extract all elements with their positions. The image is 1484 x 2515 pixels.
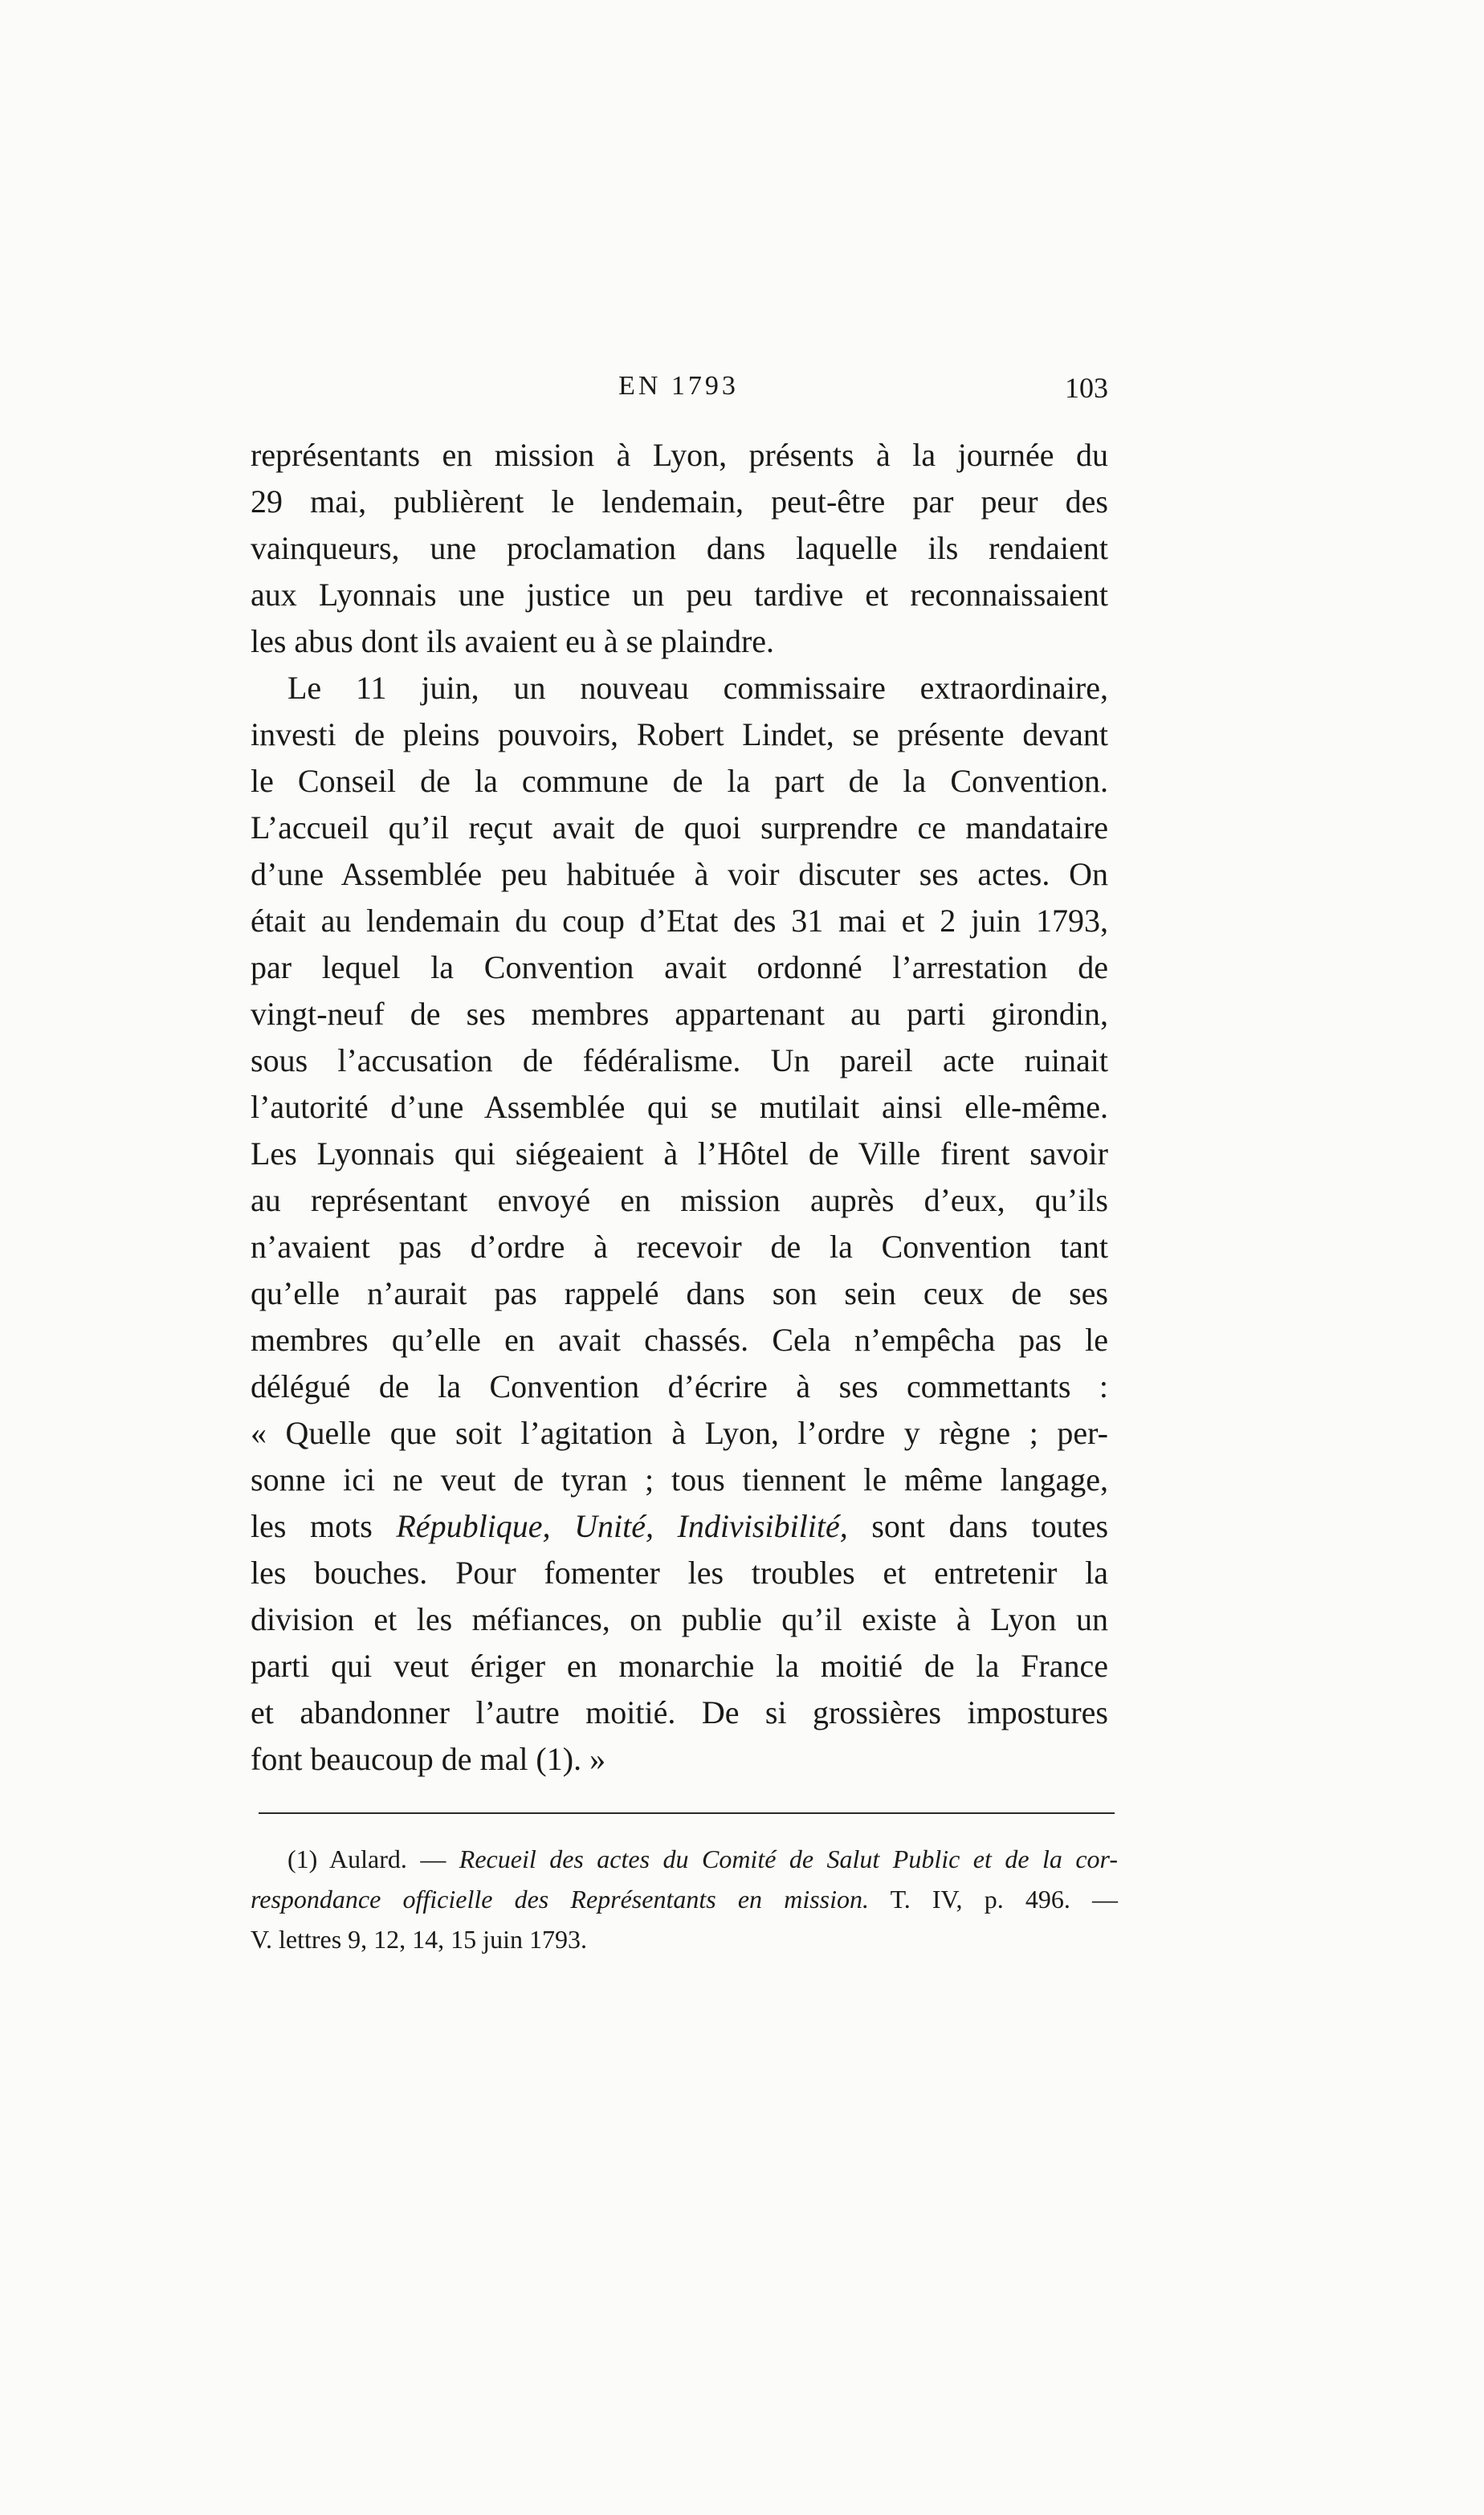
text-line: Le 11 juin, un nouveau commissaire extraordinaire, xyxy=(287,670,1108,706)
text-line: les bouches. Pour fomenter les troubles et entretenir la xyxy=(251,1555,1108,1591)
running-title: EN 1793 xyxy=(618,371,739,401)
footnote-line xyxy=(251,1839,1118,1879)
text-line: vingt-neuf de ses membres appartenant au parti girondin, xyxy=(251,996,1108,1032)
text-line: « Quelle que soit l’agitation à Lyon, l’ordre y règne ; per- xyxy=(251,1415,1108,1451)
footnote-line: V. lettres 9, 12, 14, 15 juin 1793. xyxy=(251,1925,587,1954)
text-segment: les mots xyxy=(251,1508,373,1544)
text-line: membres qu’elle en avait chassés. Cela n’empêcha pas le xyxy=(251,1322,1108,1358)
text-line: sous l’accusation de fédéralisme. Un pareil acte ruinait xyxy=(251,1042,1108,1078)
text-line: aux Lyonnais une justice un peu tardive et reconnaissaient xyxy=(251,577,1108,613)
text-line: Les Lyonnais qui siégeaient à l’Hôtel de Ville firent savoir xyxy=(251,1135,1108,1172)
text-line: L’accueil qu’il reçut avait de quoi surprendre ce mandataire xyxy=(251,809,1108,846)
page-number: 103 xyxy=(1065,372,1108,404)
text-line: investi de pleins pouvoirs, Robert Lindet, se présente devant xyxy=(251,716,1108,752)
text-line: délégué de la Convention d’écrire à ses commettants : xyxy=(251,1368,1108,1404)
text-line: l’autorité d’une Assemblée qui se mutilait ainsi elle-même. xyxy=(251,1089,1108,1125)
text-segment: sont dans toutes xyxy=(871,1508,1109,1544)
text-line: qu’elle n’aurait pas rappelé dans son sein ceux de ses xyxy=(251,1275,1108,1311)
text-line: représentants en mission à Lyon, présents à la journée du xyxy=(251,437,1108,473)
text-line: d’une Assemblée peu habituée à voir discuter ses actes. On xyxy=(251,856,1108,892)
text-line: et abandonner l’autre moitié. De si grossières impostures xyxy=(251,1694,1108,1730)
text-line: par lequel la Convention avait ordonné l’arrestation de xyxy=(251,949,1108,985)
text-line: 29 mai, publièrent le lendemain, peut-être par peur des xyxy=(251,483,1108,520)
footnote-title: respondance officielle des Représentants en mission. xyxy=(251,1885,869,1914)
footnote-line xyxy=(251,1879,1118,1919)
text-line: le Conseil de la commune de la part de la Convention. xyxy=(251,763,1108,799)
text-line xyxy=(251,1503,1108,1550)
text-line: sonne ici ne veut de tyran ; tous tiennent le même langage, xyxy=(251,1461,1108,1498)
italic-words: République, Unité, Indivisibilité, xyxy=(396,1508,848,1544)
footnote-reference: T. IV, p. 496. — xyxy=(890,1885,1119,1914)
footnote xyxy=(251,1839,1118,1959)
text-line: les abus dont ils avaient eu à se plaindre. xyxy=(251,623,775,659)
text-line: vainqueurs, une proclamation dans laquelle ils rendaient xyxy=(251,530,1108,566)
text-line: parti qui veut ériger en monarchie la moitié de la France xyxy=(251,1648,1108,1684)
text-line: était au lendemain du coup d’Etat des 31 mai et 2 juin 1793, xyxy=(251,903,1108,939)
text-line: font beaucoup de mal (1). » xyxy=(251,1741,606,1777)
text-line: division et les méfiances, on publie qu’il existe à Lyon un xyxy=(251,1601,1108,1637)
text-line: au représentant envoyé en mission auprès d’eux, qu’ils xyxy=(251,1182,1108,1218)
footnote-marker: (1) Aulard. — xyxy=(287,1844,446,1873)
footnote-separator xyxy=(259,1812,1115,1814)
page-header xyxy=(249,371,1108,419)
main-text xyxy=(251,432,1108,1783)
footnote-title: Recueil des actes du Comité de Salut Public et de la cor- xyxy=(459,1844,1119,1873)
text-line: n’avaient pas d’ordre à recevoir de la Convention tant xyxy=(251,1229,1108,1265)
